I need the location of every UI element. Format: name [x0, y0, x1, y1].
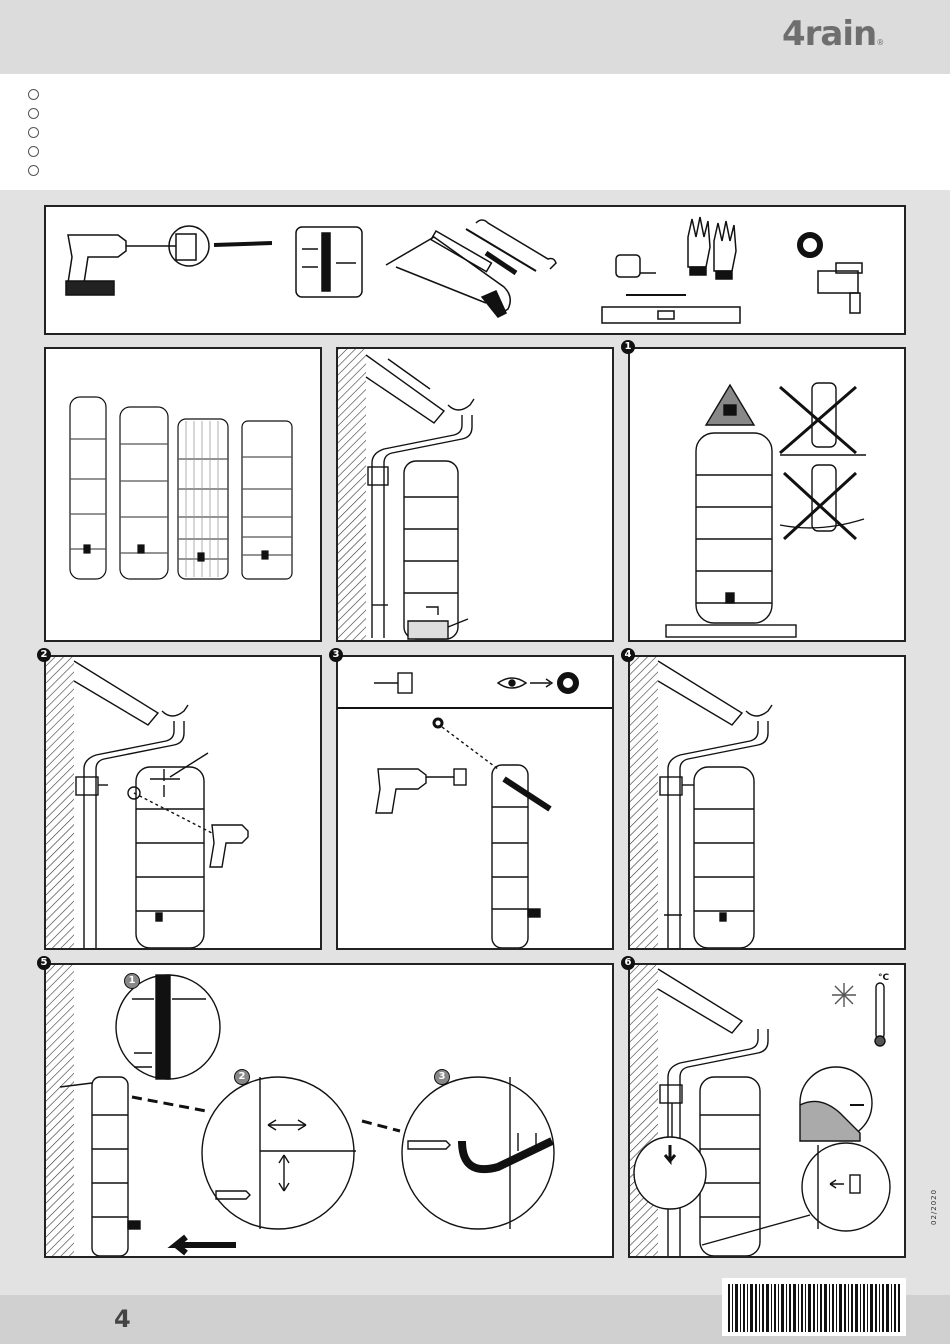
language-radio[interactable]: [28, 108, 39, 119]
step-6-badge: 6: [621, 956, 635, 970]
spirit-level-icon: [602, 307, 740, 323]
step-3-illustration: [338, 657, 612, 948]
gloves-icon: [688, 217, 710, 267]
installation-overview-panel: [336, 347, 614, 642]
tank-wrong-icon: [812, 465, 836, 531]
house-downpipe-illustration: [338, 349, 612, 640]
step-6-illustration: [630, 965, 904, 1256]
tank-models-panel: [44, 347, 322, 642]
watering-can-icon: [408, 621, 448, 639]
seal-ring-icon: [800, 235, 820, 255]
step-1-illustration: [630, 349, 904, 640]
gutter-icon: [746, 705, 772, 716]
roof-icon: [74, 661, 158, 725]
temperature-unit-label: °C: [878, 973, 890, 983]
language-radio[interactable]: [28, 146, 39, 157]
step-2-illustration: [46, 657, 320, 948]
rain-collector-icon: [368, 467, 388, 485]
step-5-illustration: [46, 965, 612, 1256]
brand-logo: 4rain®: [782, 14, 884, 54]
holesaw-icon: [398, 673, 412, 693]
page-number: 4: [114, 1305, 131, 1333]
detail-3-label: 3: [434, 1069, 450, 1085]
step-3-badge: 3: [329, 648, 343, 662]
detail-summer-circle: [802, 1143, 890, 1231]
language-list: [0, 74, 950, 190]
tap-fitting-icon: [818, 271, 858, 293]
drill-icon: [376, 769, 426, 813]
file-icon: [504, 779, 550, 809]
tape-measure-icon: [616, 255, 640, 277]
detail-1-label: 1: [124, 973, 140, 989]
tools-panel: [44, 205, 906, 335]
thermometer-icon: [876, 983, 884, 1039]
rain-tank-icon: [136, 767, 204, 948]
roof-icon: [658, 661, 742, 725]
drill-icon: [68, 235, 126, 283]
step-1-badge: 1: [621, 340, 635, 354]
language-radio[interactable]: [28, 127, 39, 138]
downpipe-icon: [668, 721, 758, 948]
barcode-icon: [722, 1278, 906, 1336]
step-4-panel: [628, 655, 906, 950]
tools-illustration: [46, 207, 904, 333]
rain-collector-icon: [660, 777, 682, 795]
step-1-panel: [628, 347, 906, 642]
step-2-panel: [44, 655, 322, 950]
header-bar: [0, 0, 950, 74]
drill-bit-icon: [214, 243, 272, 245]
spirit-level-icon: [666, 625, 796, 637]
direction-arrow-icon: [176, 1237, 236, 1253]
date-code: 02/2020: [930, 1188, 938, 1225]
language-radio[interactable]: [28, 89, 39, 100]
rain-collector-icon: [76, 777, 98, 795]
barcode: [722, 1278, 906, 1336]
tank-models-illustration: [46, 349, 320, 640]
step-4-illustration: [630, 657, 904, 948]
detail-2-circle: [202, 1077, 354, 1229]
step-5-badge: 5: [37, 956, 51, 970]
rain-collector-icon: [660, 1085, 682, 1103]
rain-tank-icon: [404, 461, 458, 639]
roof-icon: [658, 969, 742, 1033]
step-5-panel: [44, 963, 614, 1258]
step-2-badge: 2: [37, 648, 51, 662]
snowflake-icon: [832, 983, 856, 1007]
gutter-icon: [448, 399, 474, 410]
step-4-badge: 4: [621, 648, 635, 662]
step-3-panel: [336, 655, 614, 950]
language-radio[interactable]: [28, 165, 39, 176]
wall-hatch: [338, 349, 366, 640]
gutter-icon: [162, 705, 188, 716]
rain-tank-icon: [700, 1077, 760, 1256]
rain-tank-icon: [92, 1077, 128, 1256]
detail-2-label: 2: [234, 1069, 250, 1085]
file-icon: [431, 231, 491, 272]
step-6-panel: [628, 963, 906, 1258]
roof-icon: [366, 355, 444, 423]
seal-ring-icon: [560, 675, 576, 691]
drill-icon: [210, 825, 248, 867]
